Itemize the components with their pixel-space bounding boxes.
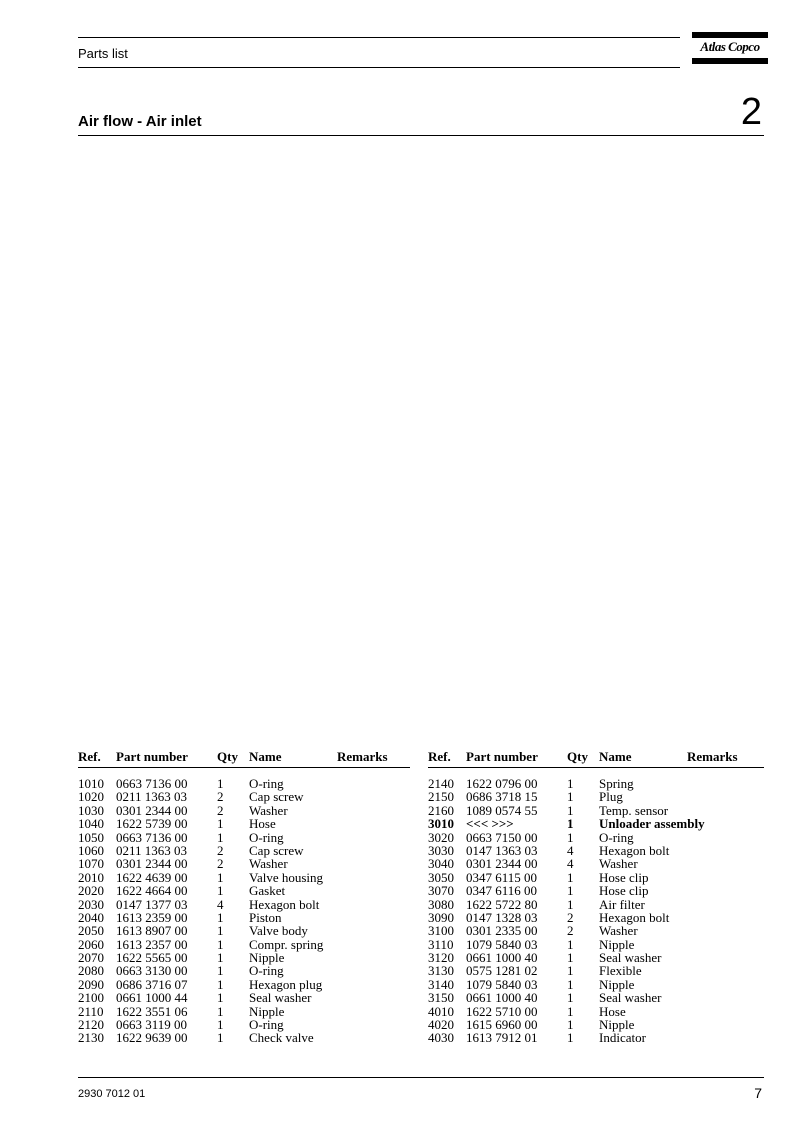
table-row [78,1018,418,1031]
header-bottom-rule [78,67,680,68]
cell-part-number: 1089 0574 55 [466,802,538,818]
cell-name: Check valve [249,1030,314,1046]
cell-qty: 2 [217,856,224,872]
cell-name: Seal washer [249,990,312,1006]
cell-name: Hexagon bolt [599,842,670,858]
cell-ref: 3120 [428,950,454,966]
cell-qty: 1 [567,776,574,791]
cell-name: Washer [249,856,288,872]
table-row [78,938,418,951]
cell-name: O-ring [599,829,634,845]
atlas-copco-logo [692,28,768,68]
table-row [78,1031,418,1044]
cell-part-number: 0147 1377 03 [116,896,188,912]
cell-name: Flexible [599,963,642,979]
cell-ref: 3070 [428,883,454,899]
cell-name: Spring [599,776,634,791]
cell-qty: 1 [567,1017,574,1033]
cell-part-number: 0663 3119 00 [116,1017,188,1033]
table-row [78,817,418,830]
cell-name: O-ring [249,1017,284,1033]
cell-ref: 1070 [78,856,104,872]
table-row [428,1018,768,1031]
cell-name: Seal washer [599,990,662,1006]
cell-part-number: 1613 8907 00 [116,923,188,939]
cell-qty: 1 [567,789,574,805]
table-header-rule-right [428,767,764,768]
table-row [78,777,418,790]
table-row [428,898,768,911]
table-row [78,911,418,924]
cell-part-number: 1622 0796 00 [466,776,538,791]
cell-ref: 1060 [78,842,104,858]
cell-part-number: 1622 5722 80 [466,896,538,912]
section-title: Air flow - Air inlet [78,113,202,130]
footer-document-code: 2930 7012 01 [78,1088,146,1100]
table-row [428,911,768,924]
cell-part-number: 0347 6115 00 [466,869,538,885]
table-row [78,871,418,884]
table-header-right [428,749,768,765]
cell-qty: 1 [217,869,224,885]
cell-ref: 3110 [428,936,454,952]
table-row [428,790,768,803]
table-rows-left [78,777,418,1045]
table-row [78,951,418,964]
cell-ref: 3030 [428,842,454,858]
table-row [428,938,768,951]
cell-part-number: 0663 7136 00 [116,776,188,791]
cell-ref: 3150 [428,990,454,1006]
header-ref: Ref. [78,749,101,764]
table-row [428,1005,768,1018]
header-remarks: Remarks [687,749,738,764]
cell-qty: 1 [217,950,224,966]
cell-name: Seal washer [599,950,662,966]
cell-part-number: 0686 3716 07 [116,976,188,992]
cell-part-number: 1622 5739 00 [116,816,188,832]
table-row [78,924,418,937]
cell-qty: 1 [217,990,224,1006]
cell-part-number: 1079 5840 03 [466,936,538,952]
cell-ref: 2110 [78,1003,104,1019]
table-row [428,804,768,817]
cell-part-number: 1079 5840 03 [466,976,538,992]
cell-ref: 2030 [78,896,104,912]
cell-qty: 1 [217,829,224,845]
header-ref: Ref. [428,749,451,764]
cell-name: Air filter [599,896,645,912]
cell-part-number: 0211 1363 03 [116,842,188,858]
cell-qty: 2 [567,909,574,925]
header-top-rule [78,37,680,38]
header-label: Parts list [78,46,128,61]
cell-qty: 1 [567,802,574,818]
table-row [428,831,768,844]
cell-ref: 4020 [428,1017,454,1033]
cell-name: Washer [249,802,288,818]
cell-ref: 2100 [78,990,104,1006]
cell-qty: 1 [217,816,224,832]
cell-ref: 3050 [428,869,454,885]
cell-ref: 2160 [428,802,454,818]
cell-part-number: 0301 2344 00 [466,856,538,872]
table-header-left [78,749,418,765]
table-row [78,964,418,977]
cell-ref: 3040 [428,856,454,872]
table-row [78,978,418,991]
header-part-number: Part number [466,749,538,764]
table-row [428,924,768,937]
cell-qty: 2 [217,789,224,805]
cell-ref: 2130 [78,1030,104,1046]
cell-name: Nipple [599,1017,635,1033]
cell-ref: 3130 [428,963,454,979]
cell-qty: 1 [217,1017,224,1033]
cell-name: Hose [249,816,276,832]
table-row [428,978,768,991]
footer-rule [78,1077,764,1078]
cell-part-number: 0661 1000 40 [466,950,538,966]
cell-ref: 2120 [78,1017,104,1033]
cell-qty: 1 [567,829,574,845]
cell-name: Compr. spring [249,936,324,952]
cell-qty: 2 [567,923,574,939]
cell-part-number: <<< >>> [466,816,514,832]
logo-top-bar [692,32,768,38]
cell-part-number: 1622 5710 00 [466,1003,538,1019]
table-row [428,857,768,870]
cell-qty: 4 [217,896,224,912]
cell-part-number: 0301 2344 00 [116,856,188,872]
cell-part-number: 1622 9639 00 [116,1030,188,1046]
table-row [78,898,418,911]
cell-part-number: 1622 3551 06 [116,1003,188,1019]
cell-part-number: 0663 7136 00 [116,829,188,845]
cell-name: Washer [599,856,638,872]
cell-ref: 2090 [78,976,104,992]
cell-qty: 1 [567,950,574,966]
cell-qty: 1 [567,976,574,992]
cell-qty: 1 [567,816,574,832]
cell-name: Hexagon bolt [249,896,320,912]
cell-name: Nipple [599,936,635,952]
header-name: Name [249,749,282,764]
cell-name: Nipple [249,1003,285,1019]
cell-ref: 3010 [428,816,454,832]
cell-part-number: 0663 3130 00 [116,963,188,979]
cell-ref: 1010 [78,776,104,791]
table-row [428,817,768,830]
cell-ref: 2040 [78,909,104,925]
cell-qty: 2 [217,842,224,858]
cell-part-number: 0211 1363 03 [116,789,188,805]
cell-name: Valve housing [249,869,324,885]
cell-part-number: 1615 6960 00 [466,1017,538,1033]
table-row [428,1031,768,1044]
cell-part-number: 1622 4664 00 [116,883,188,899]
cell-name: Hexagon bolt [599,909,670,925]
cell-part-number: 1622 4639 00 [116,869,188,885]
table-header-rule-left [78,767,410,768]
table-row [78,790,418,803]
footer-page-number: 7 [754,1085,762,1101]
table-row [428,991,768,1004]
table-row [78,884,418,897]
cell-ref: 3100 [428,923,454,939]
cell-ref: 2070 [78,950,104,966]
cell-part-number: 0575 1281 02 [466,963,538,979]
cell-qty: 1 [567,936,574,952]
cell-qty: 1 [217,909,224,925]
cell-name: Nipple [599,976,635,992]
section-number: 2 [740,91,762,133]
cell-qty: 1 [217,1003,224,1019]
cell-qty: 1 [217,976,224,992]
cell-part-number: 0301 2335 00 [466,923,538,939]
table-row [428,777,768,790]
cell-name: O-ring [249,829,284,845]
cell-name: Indicator [599,1030,646,1046]
table-rows-right [428,777,768,1045]
cell-name: Washer [599,923,638,939]
table-row [78,844,418,857]
cell-qty: 1 [567,896,574,912]
cell-name: Hose clip [599,869,649,885]
table-row [428,871,768,884]
cell-ref: 2140 [428,776,454,791]
cell-ref: 2080 [78,963,104,979]
cell-ref: 2050 [78,923,104,939]
cell-name: Cap screw [249,842,304,858]
cell-qty: 4 [567,842,574,858]
table-row [428,964,768,977]
cell-ref: 3140 [428,976,454,992]
cell-part-number: 0686 3718 15 [466,789,538,805]
cell-ref: 2060 [78,936,104,952]
table-row [78,1005,418,1018]
cell-ref: 2010 [78,869,104,885]
section-title-rule [78,135,764,136]
cell-qty: 1 [567,990,574,1006]
cell-qty: 1 [217,776,224,791]
cell-qty: 1 [217,883,224,899]
cell-part-number: 1622 5565 00 [116,950,188,966]
cell-part-number: 0347 6116 00 [466,883,538,899]
cell-name: Temp. sensor [599,802,669,818]
cell-qty: 1 [217,1030,224,1046]
cell-ref: 1030 [78,802,104,818]
cell-name: Gasket [249,883,286,899]
cell-ref: 1020 [78,789,104,805]
cell-part-number: 0147 1328 03 [466,909,538,925]
cell-qty: 1 [567,1030,574,1046]
cell-name: Hose clip [599,883,649,899]
header-qty: Qty [217,749,238,764]
header-name: Name [599,749,632,764]
cell-name: Nipple [249,950,285,966]
table-row [428,951,768,964]
cell-name: Valve body [249,923,308,939]
parts-table-right [428,749,768,1046]
cell-name: O-ring [249,776,284,791]
cell-ref: 4030 [428,1030,454,1046]
cell-part-number: 0661 1000 44 [116,990,188,1006]
cell-qty: 1 [217,963,224,979]
cell-part-number: 0301 2344 00 [116,802,188,818]
logo-bottom-bar [692,58,768,64]
header-remarks: Remarks [337,749,388,764]
table-row [78,991,418,1004]
cell-ref: 3020 [428,829,454,845]
table-row [428,844,768,857]
cell-ref: 1050 [78,829,104,845]
table-row [78,804,418,817]
cell-qty: 1 [567,963,574,979]
cell-qty: 1 [567,883,574,899]
cell-qty: 2 [217,802,224,818]
cell-name: Unloader assembly [599,816,705,832]
cell-qty: 1 [217,923,224,939]
cell-name: O-ring [249,963,284,979]
cell-part-number: 0661 1000 40 [466,990,538,1006]
cell-part-number: 1613 7912 01 [466,1030,538,1046]
cell-ref: 2020 [78,883,104,899]
cell-part-number: 0147 1363 03 [466,842,538,858]
cell-qty: 4 [567,856,574,872]
cell-name: Hose [599,1003,626,1019]
table-row [78,831,418,844]
cell-name: Hexagon plug [249,976,323,992]
cell-name: Cap screw [249,789,304,805]
cell-name: Piston [249,909,282,925]
cell-qty: 1 [567,869,574,885]
cell-ref: 4010 [428,1003,454,1019]
cell-part-number: 0663 7150 00 [466,829,538,845]
cell-ref: 3090 [428,909,454,925]
cell-ref: 1040 [78,816,104,832]
table-row [78,857,418,870]
cell-qty: 1 [217,936,224,952]
cell-part-number: 1613 2357 00 [116,936,188,952]
cell-part-number: 1613 2359 00 [116,909,188,925]
table-row [428,884,768,897]
cell-name: Plug [599,789,623,805]
header-part-number: Part number [116,749,188,764]
parts-table-left [78,749,418,1046]
cell-ref: 2150 [428,789,454,805]
cell-ref: 3080 [428,896,454,912]
logo-wordmark: Atlas Copco [700,39,760,54]
cell-qty: 1 [567,1003,574,1019]
header-qty: Qty [567,749,588,764]
